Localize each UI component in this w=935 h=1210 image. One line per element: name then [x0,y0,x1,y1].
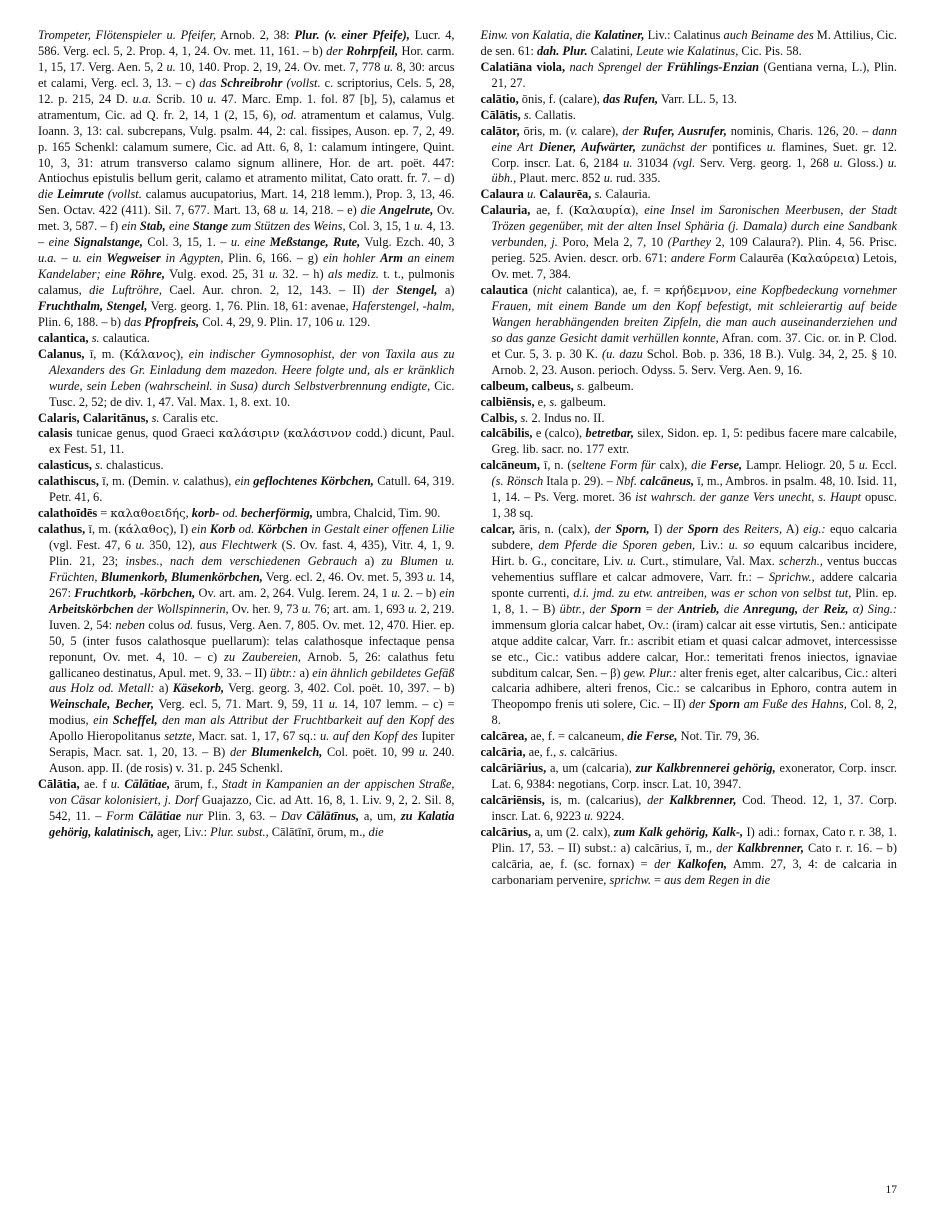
dictionary-entry: Einw. von Kalatia, die Kalatiner, Liv.: Calatinus auch Beiname des M. Attilius, Cic. de sen. 61: dah. Plur. Calatini, Leute wie Kalatinus, Cic. Pis. 58. [480,28,897,58]
dictionary-entry: calcāriēnsis, is, m. (calcarius), der Kalkbrenner, Cod. Theod. 12, 1, 37. Corp. inscr. Lat. 6, 9223 u. 9224. [480,793,897,823]
dictionary-entry: Cālātia, ae. f u. Cālātiae, ārum, f., Stadt in Kampanien an der appischen Straße, von Cäsar kolonisiert, j. Dorf Guajazzo, Cic. ad Att. 16, 8, 1. Liv. 9, 2, 2. Sil. 8, 542, 11. – Form Cālātiae nur Plin. 3, 63. – Dav Cālātīnus, a, um, zu Kalatia gehörig, kalatinisch, ager, Liv.: Plur. subst., Cālātīnī, ōrum, m., die [38,777,455,839]
dictionary-entry: calautica (nicht calantica), ae, f. = κρήδεμνον, eine Kopfbedeckung vornehmer Frauen, mit einem Bande um den Kopf befestigt, mit schleierartig auf beide Wangen herabhängenden breiten Zipfeln, die man auch auseinanderziehen und so das ganze Gesicht damit verhüllen konnte, Afran. com. 37. Cic. or. in P. Clod. et Cur. 5, 3. p. 30 K. (u. dazu Schol. Bob. p. 336, 18 B.). Vulg. 34, 2, 25. § 10. Arnob. 2, 23. Auson. perioch. Odyss. 5. Serv. Verg. Aen. 9, 16. [480,283,897,377]
page-columns [38,28,897,1158]
dictionary-entry: calātor, ōris, m. (v. calare), der Rufer, Ausrufer, nominis, Charis. 126, 20. – dann eine Art Diener, Aufwärter, zunächst der pontifices u. flamines, Suet. gr. 12. Corp. inscr. Lat. 6, 2184 u. 31034 (vgl. Serv. Verg. georg. 1, 268 u. Gloss.) u. übh., Plaut. merc. 852 u. rud. 335. [480,123,898,186]
right-column [481,28,898,1158]
dictionary-entry: calcāria, ae, f., s. calcārius. [480,745,618,760]
dictionary-entry: Calaura u. Calaurēa, s. Calauria. [480,187,651,202]
dictionary-entry: Calaris, Calaritānus, s. Caralis etc. [38,410,219,425]
dictionary-entry: calasis tunicae genus, quod Graeci καλάσιριν (καλάσινον codd.) dicunt, Paul. ex Fest. 51, 11. [38,426,455,457]
dictionary-entry: calcārius, a, um (2. calx), zum Kalk gehörig, Kalk-, I) adi.: fornax, Cato r. r. 38, 1. Plin. 17, 53. – II) subst.: a) calcārius, ī, m., der Kalkbrenner, Cato r. r. 16. – b) calcāria, ae, f. (sc. fornax) = der Kalkofen, Amm. 27, 3, 4: de calcaria in carbonariam pervenire, sprichw. = aus dem Regen in die [480,824,898,887]
dictionary-entry: calathoīdēs = καλαθοειδής, korb- od. becherförmig, umbra, Chalcid, Tim. 90. [38,506,441,521]
dictionary-entry: calcāneum, ī, n. (seltene Form für calx), die Ferse, Lampr. Heliogr. 20, 5 u. Eccl. (s. Rönsch Itala p. 29). – Nbf. calcāneus, ī, m., Ambros. in psalm. 48, 10. Isid. 11, 1, 14. – Ps. Verg. moret. 36 ist wahrsch. der ganze Vers unecht, s. Haupt opusc. 1, 38 sq. [480,458,897,521]
dictionary-entry: Calbis, s. 2. Indus no. II. [480,410,605,425]
dictionary-entry: calasticus, s. chalasticus. [38,458,164,473]
dictionary-entry: Calauria, ae, f. (Καλαυρία), eine Insel im Saronischen Meerbusen, der Stadt Trözen gegenüber, mit der alten Insel Sphäria (j. Damala) durch eine Sandbank verbunden, j. Poro, Mela 2, 7, 10 (Parthey 2, 109 Calaura?). Plin. 4, 56. Prisc. perieg. 525. Avien. descr. orb. 671: andere Form Calaurēa (Καλαύρεια) Letois, Ov. met. 7, 384. [480,203,898,282]
dictionary-entry: Calanus, ī, m. (Κάλανος), ein indischer Gymnosophist, der von Taxila aus zu Alexanders des Gr. Einladung dem mazedon. Heere folgte und, als er kränklich wurde, sein Leben (wahrscheinl. in Susa) durch Selbstverbrennung endigte, Cic. Tusc. 2, 52; de div. 1, 47. Val. Max. 1, 8. ext. 10. [38,346,455,409]
dictionary-entry: calantica, s. calautica. [38,330,150,345]
dictionary-entry: calcārea, ae, f. = calcaneum, die Ferse, Not. Tir. 79, 36. [480,729,760,744]
dictionary-entry: calathus, ī, m. (κάλαθος), I) ein Korb od. Körbchen in Gestalt einer offenen Lilie (vgl. Fest. 47, 6 u. 350, 12), aus Flechtwerk (S. Ov. fast. 4, 435), Vitr. 4, 1, 9. Plin. 21, 23; insbes., nach dem verschiedenen Gebrauch a) zu Blumen u. Früchten, Blumenkorb, Blumenkörbchen, Verg. ecl. 2, 46. Ov. met. 5, 393 u. 14, 267: Fruchtkorb, -körbchen, Ov. art. am. 2, 264. Vulg. Ierem. 24, 1 u. 2. – b) ein Arbeitskörbchen der Wollspinnerin, Ov. her. 9, 73 u. 76; art. am. 1, 693 u. 2, 219. Iuven. 2, 54: neben colus od. fusus, Verg. Aen. 7, 805. Ov. met. 12, 470. Hier. ep. 50, 5 (inter fusos calathosque puellarum): telas calathosque infectaque pensa reponunt, Ov. met. 4, 10. – c) zu Zaubereien, Arnob. 5, 26: calathus fetu gallicaneo destinatus, Apul. met. 9, 33. – II) übtr.: a) ein ähnlich gebildetes Gefäß aus Holz od. Metall: a) Käsekorb, Verg. georg. 3, 402. Col. poët. 10, 397. – b) Weinschale, Becher, Verg. ecl. 5, 71. Mart. 9, 59, 11 u. 14, 107 lemm. – c) = modius, ein Scheffel, den man als Attribut der Fruchtbarkeit auf den Kopf des Apollo Hieropolitanus setzte, Macr. sat. 1, 17, 67 sq.: u. auf den Kopf des Iupiter Serapis, Macr. sat. 1, 20, 13. – B) der Blumenkelch, Col. poët. 10, 99 u. 240. Auson. app. II. (de rosis) v. 31. p. 245 Schenkl. [38,522,455,776]
dictionary-entry: calcābilis, e (calco), betretbar, silex, Sidon. ep. 1, 5: pedibus facere mare calcabile, Greg. lib. sacr. no. 177 extr. [480,426,898,457]
dictionary-entry: calathiscus, ī, m. (Demin. v. calathus), ein geflochtenes Körbchen, Catull. 64, 319. Petr. 41, 6. [38,474,455,505]
page-number: 17 [885,1184,897,1196]
dictionary-entry: calbiēnsis, e, s. galbeum. [480,394,607,409]
dictionary-entry: Cālātis, s. Callatis. [480,107,576,122]
dictionary-entry: calātio, ōnis, f. (calare), das Rufen, Varr. LL. 5, 13. [480,91,738,106]
dictionary-entry: Trompeter, Flötenspieler u. Pfeifer, Arnob. 2, 38: Plur. (v. einer Pfeife), Lucr. 4, 586. Verg. ecl. 5, 2. Prop. 4, 1, 24. Ov. met. 11, 161. – b) der Rohrpfeil, Hor. carm. 1, 15, 17. Verg. Aen. 5, 2 u. 10, 140. Prop. 2, 19, 24. Ov. met. 7, 778 u. 8, 30: arcus et calami, Verg. ecl. 3, 13. – c) das Schreibrohr (vollst. c. scriptorius, Cels. 5, 28, 12. p. 215, 24 D. u.a. Scrib. 10 u. 47. Marc. Emp. 1. fol. 87 [b], 5), calamus et atramentum, Cic. ad Q. fr. 2, 14, 1 (2, 15, 6), od. atramentum et calamus, Vulg. Ioann. 3, 13: cal. subcrepans, Vulg. psalm. 44, 2: cal. fissipes, Auson. ep. 7, 2, 49. p. 165 Schenkl: calamum sumere, Cic. ad Att. 6, 8, 1: calamum intingere, Quint. 10, 3, 31: atrum transverso calamo signum allinere, Hor. de art. poët. 447: Antiochus epistulis bellum gerit, calamo et atramento militat, Cato oratt. fr. 7. – d) die Leimrute (vollst. calamus aucupatorius, Mart. 14, 218 lemm.), Prop. 3, 13, 46. Sen. Octav. 422 (411). Sil. 7, 677. Mart. 13, 68 u. 14, 218. – e) die Angelrute, Ov. met. 3, 587. – f) ein Stab, eine Stange zum Stützen des Weins, Col. 3, 15, 1 u. 4, 13. – eine Signalstange, Col. 3, 15, 1. – u. eine Meßstange, Rute, Vulg. Ezch. 40, 3 u.a. – u. ein Wegweiser in Agypten, Plin. 6, 166. – g) ein hohler Arm an einem Kandelaber; eine Röhre, Vulg. exod. 25, 31 u. 32. – h) als mediz. t. t., pulmonis calamus, die Luftröhre, Cael. Aur. chron. 2, 12, 143. – II) der Stengel, a) Fruchthalm, Stengel, Verg. georg. 1, 76. Plin. 18, 61: avenae, Haferstengel, -halm, Plin. 6, 188. – b) das Pfropfreis, Col. 4, 29, 9. Plin. 17, 106 u. 129. [38,28,455,329]
dictionary-entry: Calatiāna viola, nach Sprengel der Frühlings-Enzian (Gentiana verna, L.), Plin. 21, 27. [480,59,897,90]
dictionary-entry: calbeum, calbeus, s. galbeum. [480,378,634,393]
dictionary-entry: calcar, āris, n. (calx), der Sporn, I) der Sporn des Reiters, A) eig.: equo calcaria subdere, dem Pferde die Sporen geben, Liv.: u. so equum calcaribus incidere, Hirt. b. G., concitare, Liv. u. Curt., stimulare, Val. Max. scherzh., ventus buccas vehementius sufflare et calcar admovere, Varr. fr.: – Sprichw., addere calcaria sponte currenti, d.i. jmd. zu etw. antreiben, was er schon von selbst tut, Plin. ep. 1, 8, 1. – B) übtr., der Sporn = der Antrieb, die Anregung, der Reiz, α) Sing.: immensum gloria calcar habet, Ov.: (iram) calcar ait esse virtutis, Sen.: anticipate atque addite calcar, Varr. fr.: ascribit etiam et quasi calcar admovet, intercessisse se etc., Cic.: vatibus addere calcar, Hor.: temeritati frenos iniectos, ignaviae subditum calcar, Sen. – β) gew. Plur.: alter frenis eget, alter calcaribus, Cic.: alteri calcaria adhibere, alteri frenos, Cic.: se calcaribus in Ephoro, contra autem in Theopompo frenis uti solere, Cic. – II) der Sporn am Fuße des Hahns, Col. 8, 2, 8. [480,522,898,728]
dictionary-entry: calcāriārius, a, um (calcaria), zur Kalkbrennerei gehörig, exonerator, Corp. inscr. Lat. 6, 9384: negotians, Corp. inscr. Lat. 10, 3947. [480,761,897,792]
left-column [38,28,455,1158]
